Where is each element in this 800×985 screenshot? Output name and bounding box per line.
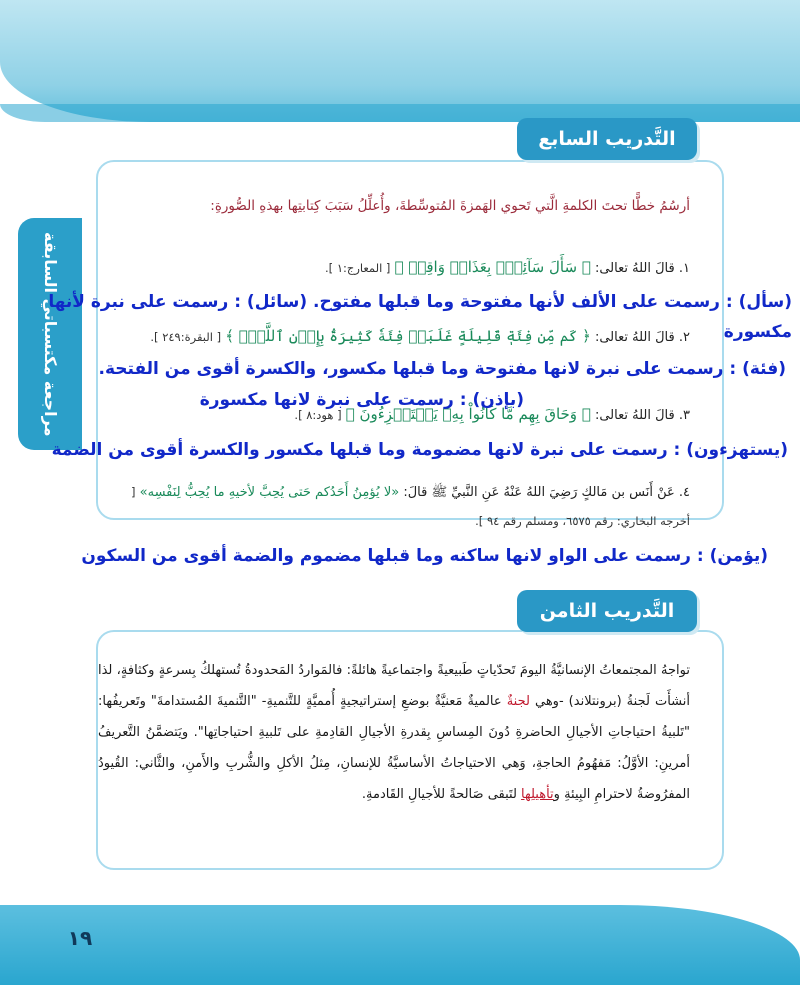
item-source: [ أخرجه البخاري: رقم ٦٥٧٥، ومسلم رقم ٩٤ ]. xyxy=(131,485,690,528)
item-quote: «لا يُؤمِنُ أَحَدُكم حَتى يُحِبَّ لأخيهِ ما يُحِبُّ لِنَفْسِه» xyxy=(139,485,400,500)
item-intro: قالَ اللهُ تعالى: xyxy=(594,408,675,423)
exercise-8-paragraph xyxy=(98,655,690,810)
item-number: ٣. xyxy=(678,408,690,423)
item-quote: ﴿ كَم مِّن فِئَةٖ قَلِيلَةٍ غَلَبَتۡ فِئَةٗ كَثِيرَةَۢ بِإِذۡنِ ٱللَّهِۗ ﴾ xyxy=(225,327,591,345)
answer-2: (فئة) : رسمت على نبرة لانها مفتوحة وما قبلها مكسور، والكسرة أقوى من الفتحة. xyxy=(98,359,786,379)
exercise-7-item-1 xyxy=(325,258,690,276)
paragraph-part: لتَبقى صَالحةً للأجيالِ القَادمةِ. xyxy=(361,787,517,802)
footer-band xyxy=(0,905,800,985)
side-tab-label: مراجعة مكتسباتي السابقة xyxy=(41,231,60,437)
item-source: [ البقرة:٢٤٩ ]. xyxy=(150,330,222,344)
item-source: [ المعارج:١ ]. xyxy=(325,261,391,275)
answer-4: (يستهزءون) : رسمت على نبرة لانها مضمومة وما قبلها مكسور والكسرة أقوى من الضمة xyxy=(51,440,788,460)
answer-5: (يؤمن) : رسمت على الواو لانها ساكنه وما قبلها مضموم والضمة أقوى من السكون xyxy=(81,546,768,566)
item-source: [ هود:٨ ]. xyxy=(294,408,342,422)
item-number: ٤. xyxy=(678,485,690,500)
answer-1: (سأل) : رسمت على الألف لأنها مفتوحة وما قبلها مفتوح. (سائل) : رسمت على نبرة لأنها مكسورة xyxy=(48,292,792,342)
highlighted-word: تأهيلِها xyxy=(521,787,554,802)
page-number: ١٩ xyxy=(67,926,93,950)
item-quote: ﴿ وَحَاقَ بِهِم مَّا كَانُواْ بِهِۦ يَسۡتَهۡزِءُونَ ﴾ xyxy=(345,405,591,423)
paragraph-part: عالميةٌ مَعنيَّةٌ بوضعِ إستراتيجيةٍ أُمميَّةٍ للتَّنميةِ- "التَّنميةَ المُستدامةَ" وتَعريفُها: "تَلبيةُ احتياجاتِ الأجيالِ الحاضرةِ دُونَ المِساسِ بِقدرةِ الأجيالِ القادِمةِ على تَلبيةِ احتياجاتِها". ويَتضمَّنُ التَّعريفُ أمرينِ: الأوَّلُ: مَفهُومُ الحاجةِ، وَهي الاحتياجاتُ الأساسيَّةُ للإنسانِ، مِثلُ الأكلِ والشُّربِ والأَمنِ، والثَّاني: القُيودُ المفرُوضةُ لاحترامِ البِيئةِ و xyxy=(98,694,690,802)
exercise-7-title: التَّدريب السابع xyxy=(517,118,697,160)
exercise-7-instruction: أرسُمُ خطًّا تحتَ الكلمةِ الَّتي تَحوي الهَمزةَ المُتوسِّطةَ، وأُعلِّلُ سَبَبَ كِتابتِها بهذهِ الصُّورةِ: xyxy=(210,198,690,214)
highlighted-word: لجنةٌ xyxy=(506,694,530,709)
exercise-8-title: التَّدريب الثامن xyxy=(517,590,697,632)
item-intro: قالَ اللهُ تعالى: xyxy=(594,330,675,345)
paragraph-part: تواجهُ المجتمعاتُ الإنسانيَّةُ اليومَ تَحدّياتٍ طَبيعيةً واجتماعيةً هائلةً: فالمَواردُ المَحدودةُ تُستهلكُ بِسرعةٍ وكثافةٍ، لذا أنشأَت لَجنةُ (برونتلاند) -وهي xyxy=(98,663,690,709)
header-band xyxy=(0,0,800,122)
item-number: ٢. xyxy=(678,330,690,345)
item-intro: عَنْ أَنَس بن مَالكٍ رَضِيَ اللهُ عَنْهُ عَنِ النَّبيِّ ﷺ قالَ: xyxy=(403,485,675,500)
exercise-7-item-4 xyxy=(100,478,690,536)
item-number: ١. xyxy=(678,261,690,276)
item-quote: ﴿ سَأَلَ سَآئِلُۢ بِعَذَابٖ وَاقِعٖ ﴾ xyxy=(394,258,591,276)
item-intro: قالَ اللهُ تعالى: xyxy=(594,261,675,276)
answer-3: (بإذن) : رسمت على نبرة لانها مكسورة xyxy=(199,390,524,410)
